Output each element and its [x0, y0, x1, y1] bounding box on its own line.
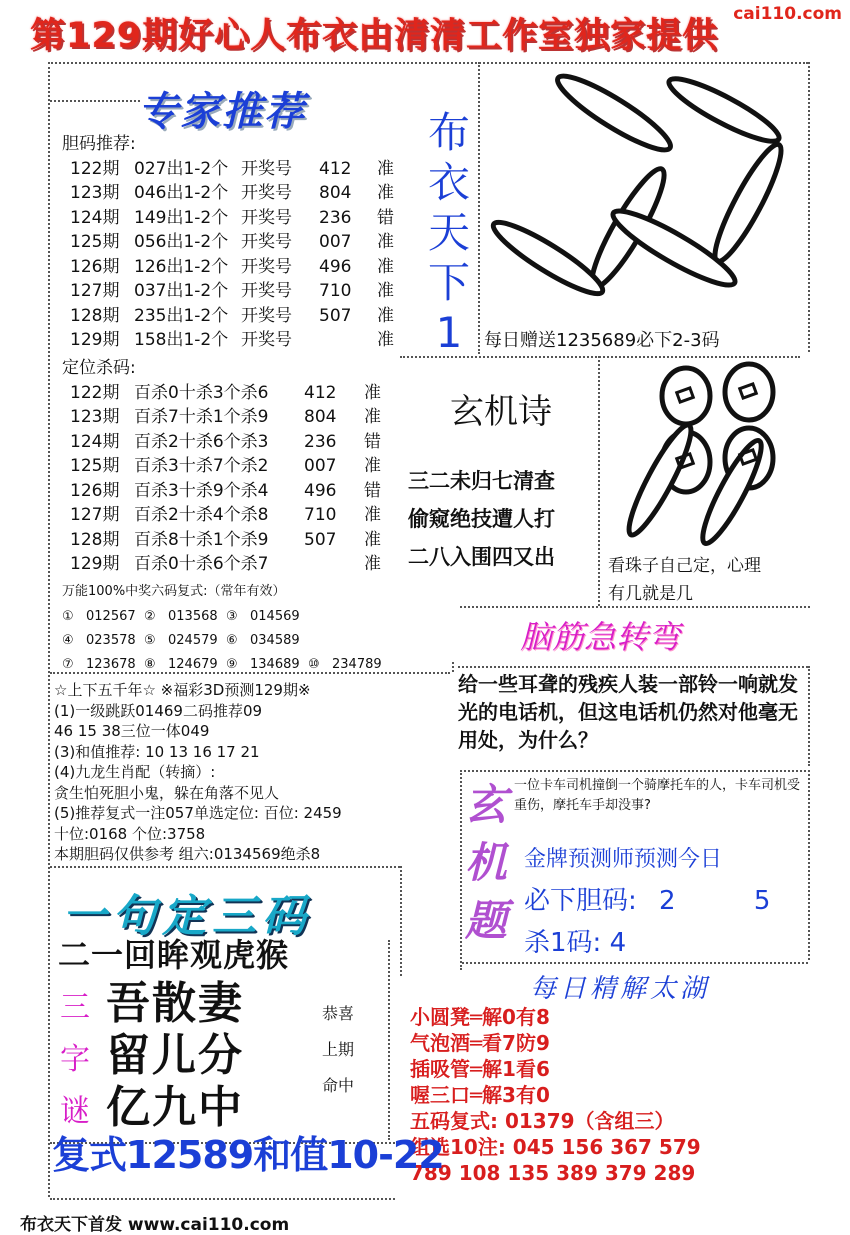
xuanji-char: 机	[464, 838, 507, 887]
kill-cell: 准	[364, 382, 381, 403]
kill-row	[70, 405, 381, 430]
kill-cell: 错	[364, 431, 381, 452]
divider	[400, 866, 402, 976]
dan-cell: 007	[319, 232, 352, 252]
kill-label: 定位杀码:	[62, 358, 136, 378]
kill-row	[70, 430, 381, 455]
wanneng-index: ⑩	[308, 657, 320, 672]
beads-note	[608, 552, 761, 608]
sanzi-congrats	[322, 996, 354, 1104]
beans-figure-top	[486, 68, 806, 318]
sanzi-side-char: 谜	[60, 1094, 90, 1129]
kill-cell: 507	[304, 529, 337, 550]
wanneng-index: ⑨	[226, 657, 238, 672]
wanneng-index: ①	[62, 609, 74, 624]
divider	[50, 1198, 395, 1200]
dan-cell: 错	[377, 207, 394, 228]
dan-cell: 准	[377, 256, 394, 277]
dan-cell: 037出1-2个	[134, 281, 229, 301]
gift-text: 每日赠送1235689必下2-3码	[484, 330, 720, 351]
kill-row	[70, 381, 381, 406]
sanzi-side-title	[52, 982, 98, 1138]
wanneng-index: ③	[226, 609, 238, 624]
wanneng-label: 万能100%中奖六码复式:（常年有效）	[62, 584, 286, 599]
divider	[50, 866, 400, 868]
divider	[452, 662, 454, 672]
dan-cell: 127期	[70, 281, 120, 301]
predict-line: (4)九龙生肖配（转摘）:	[54, 763, 216, 781]
kill-cell: 129期	[70, 554, 120, 574]
kill-cell: 百杀0十杀3个杀6	[134, 382, 269, 403]
kill-cell: 百杀8十杀1个杀9	[134, 529, 269, 550]
dan-cell: 开奖号	[241, 281, 292, 301]
taihu-line: 插吸管═解1看6	[410, 1057, 550, 1081]
poem-line: 二八入围四又出	[408, 545, 555, 569]
dan-cell: 准	[377, 232, 394, 252]
predict-line: 贪生怕死胆小鬼，躲在角落不见人	[54, 783, 280, 802]
divider	[388, 940, 390, 1140]
wanneng-index: ⑧	[144, 657, 156, 672]
predict-line: 本期胆码仅供参考 组六:0134569绝杀8	[54, 845, 321, 863]
bead-shape	[662, 368, 710, 424]
kill-cell: 122期	[70, 382, 120, 403]
dan-cell: 准	[377, 158, 394, 179]
dan-cell: 236	[319, 207, 352, 228]
dan-cell: 027出1-2个	[134, 158, 229, 179]
brain-heading: 脑筋急转弯	[520, 618, 681, 656]
kill-cell: 错	[364, 480, 381, 501]
sanzi-side-char: 三	[60, 990, 90, 1025]
divider	[808, 770, 810, 960]
divider	[478, 62, 480, 354]
congrats-line: 命中	[322, 1076, 355, 1095]
xuanji-question: 一位卡车司机撞倒一个骑摩托车的人，卡车司机受重伤，摩托车手却没事?	[514, 778, 801, 813]
bean-shape	[487, 213, 609, 303]
kill-cell: 496	[304, 480, 337, 501]
kill-table	[70, 381, 381, 577]
wanneng-code: 012567	[86, 609, 136, 624]
dan-predict-label: 必下胆码:	[524, 886, 637, 916]
xuanji-vertical-title	[458, 776, 514, 950]
kill-row	[70, 552, 381, 577]
dan-cell: 开奖号	[241, 305, 292, 326]
taihu-line: 五码复式: 01379（含组三）	[410, 1109, 675, 1133]
dan-label: 胆码推荐:	[62, 134, 136, 154]
kill-cell: 125期	[70, 456, 120, 476]
wanneng-index: ⑤	[144, 633, 156, 648]
kill-cell: 710	[304, 505, 337, 525]
kill-cell: 准	[364, 407, 381, 427]
dan-cell: 412	[319, 158, 352, 179]
expert-heading: 专家推荐	[138, 89, 306, 135]
wanneng-item	[226, 605, 308, 629]
bean-shape	[706, 139, 791, 268]
wanneng-index: ④	[62, 633, 74, 648]
wanneng-item	[308, 653, 390, 677]
poem-line: 三二未归七清查	[408, 469, 555, 493]
footer-text: 布衣天下首发 www.cai110.com	[20, 1215, 290, 1235]
buyi-char: 衣	[427, 158, 470, 207]
wanneng-code: 124679	[168, 657, 218, 672]
divider	[460, 770, 810, 772]
dan-cell: 开奖号	[241, 330, 292, 350]
wanneng-grid	[62, 605, 390, 677]
kill-cell: 412	[304, 382, 337, 403]
dan-cell: 开奖号	[241, 158, 292, 179]
wanneng-row	[62, 605, 390, 629]
dan-row	[70, 206, 394, 231]
divider	[808, 666, 810, 766]
dan-cell: 准	[377, 281, 394, 301]
kill-cell: 准	[364, 554, 381, 574]
divider	[598, 356, 600, 606]
wanneng-item	[62, 629, 144, 653]
taihu-lines	[410, 1004, 701, 1186]
dan-cell: 开奖号	[241, 183, 292, 203]
kill-cell: 123期	[70, 407, 120, 427]
wanneng-item	[144, 653, 226, 677]
kill-section	[62, 356, 381, 577]
kill-cell: 百杀7十杀1个杀9	[134, 407, 269, 427]
xuanji-char: 题	[464, 896, 507, 945]
bead-shape	[725, 364, 773, 420]
kill-cell: 124期	[70, 431, 120, 452]
wanneng-code: 034589	[250, 633, 300, 648]
kill-cell: 百杀2十杀6个杀3	[134, 431, 269, 452]
dan-cell: 046出1-2个	[134, 183, 229, 203]
site-watermark: cai110.com	[733, 4, 842, 24]
kill-row	[70, 454, 381, 479]
dan-cell: 149出1-2个	[134, 207, 229, 228]
dan-row	[70, 304, 394, 329]
predict-line: ☆上下五千年☆ ※福彩3D预测129期※	[54, 681, 311, 699]
kill-cell: 准	[364, 529, 381, 550]
dan-cell: 129期	[70, 330, 120, 350]
taihu-line: 气泡酒═看7防9	[410, 1031, 550, 1055]
dan-row	[70, 279, 394, 304]
wanneng-code: 014569	[250, 609, 300, 624]
sanzi-line: 留儿分	[106, 1030, 244, 1081]
sanzi-line: 吾散妻	[106, 978, 244, 1029]
buyi-char: 1	[435, 308, 463, 357]
kill-cell: 007	[304, 456, 337, 476]
divider	[462, 962, 808, 964]
dan-row	[70, 328, 394, 353]
wanneng-code: 134689	[250, 657, 300, 672]
dan-table	[70, 157, 394, 353]
dan-cell: 235出1-2个	[134, 305, 229, 326]
dan-cell: 124期	[70, 207, 120, 228]
wanneng-row	[62, 653, 390, 677]
sanzi-lines	[106, 978, 244, 1134]
wanneng-row	[62, 629, 390, 653]
dan-cell: 507	[319, 305, 352, 326]
taihu-heading: 每日精解太湖	[530, 974, 711, 1004]
sanma-phrase: 二一回眸观虎猴	[58, 936, 290, 974]
dan-cell: 710	[319, 281, 352, 301]
dan-section	[62, 132, 394, 353]
beans-figure-bottom	[604, 358, 804, 548]
divider	[48, 62, 50, 1197]
kill-row	[70, 479, 381, 504]
dan-predict	[524, 880, 770, 917]
poem-title: 玄机诗	[450, 392, 552, 432]
taihu-line: 组选10注: 045 156 367 579	[410, 1135, 701, 1159]
congrats-line: 恭喜	[322, 1004, 355, 1023]
dan-cell: 126期	[70, 256, 120, 277]
wanneng-section	[62, 580, 390, 677]
dan-cell: 056出1-2个	[134, 232, 229, 252]
fushi-text: 复式12589和值10-22	[52, 1133, 444, 1177]
wanneng-code: 013568	[168, 609, 218, 624]
dan-cell	[319, 328, 377, 353]
kill-cell: 127期	[70, 505, 120, 525]
bean-shape	[551, 68, 678, 160]
wanneng-code: 023578	[86, 633, 136, 648]
beads-note-line: 有几就是几	[608, 584, 693, 604]
congrats-line: 上期	[322, 1040, 355, 1059]
taihu-line: 789 108 135 389 379 289	[410, 1161, 696, 1185]
dan-cell: 准	[377, 183, 394, 203]
wanneng-index: ⑥	[226, 633, 238, 648]
dan-predict-a: 2	[659, 886, 676, 916]
buyi-char: 下	[427, 258, 470, 307]
kill-cell: 百杀0十杀6个杀7	[134, 554, 269, 574]
sanzi-side-char: 字	[60, 1042, 90, 1077]
kill-cell: 百杀3十杀9个杀4	[134, 480, 269, 501]
dan-cell: 158出1-2个	[134, 330, 229, 350]
dan-cell: 开奖号	[241, 232, 292, 252]
wanneng-item	[144, 605, 226, 629]
dan-cell: 开奖号	[241, 256, 292, 277]
wanneng-index: ②	[144, 609, 156, 624]
sanma-heading: 一句定三码	[62, 891, 312, 942]
beads-note-line: 看珠子自己定，心理	[608, 556, 761, 576]
predict-line: 46 15 38三位一体049	[54, 722, 210, 740]
dan-cell: 准	[377, 330, 394, 350]
buyi-char: 天	[427, 208, 470, 257]
wanneng-item	[144, 629, 226, 653]
divider	[808, 62, 810, 352]
wanneng-item	[62, 653, 144, 677]
wanneng-item	[226, 653, 308, 677]
kill-cell: 准	[364, 456, 381, 476]
dan-row	[70, 255, 394, 280]
kill-cell: 126期	[70, 480, 120, 501]
dan-predict-b: 5	[753, 886, 771, 916]
wanneng-code: 234789	[332, 657, 382, 672]
kill-cell: 804	[304, 407, 337, 427]
dan-cell: 804	[319, 183, 352, 203]
taihu-line: 小圆凳═解0有8	[410, 1005, 550, 1029]
divider	[48, 62, 808, 64]
wanneng-code: 024579	[168, 633, 218, 648]
brain-question: 给一些耳聋的残疾人装一部铃一响就发光的电话机，但这电话机仍然对他毫无用处，为什么？	[458, 672, 798, 752]
wanneng-index: ⑦	[62, 657, 74, 672]
kill-cell: 236	[304, 431, 337, 452]
kill-cell: 百杀3十杀7个杀2	[134, 456, 269, 476]
page-title: 第129期好心人布衣由清清工作室独家提供	[30, 16, 719, 56]
kill-predict: 杀1码: 4	[524, 928, 627, 958]
kill-cell: 128期	[70, 529, 120, 550]
predict-line: 十位:0168 个位:3758	[54, 824, 206, 843]
bean-shape	[663, 69, 785, 150]
dan-cell: 125期	[70, 232, 120, 252]
dan-row	[70, 230, 394, 255]
kill-row	[70, 503, 381, 528]
buyi-vertical-title	[420, 108, 478, 358]
dan-cell: 开奖号	[241, 207, 292, 228]
wanneng-item	[226, 629, 308, 653]
kill-cell: 百杀2十杀4个杀8	[134, 505, 269, 525]
sanzi-line: 亿九中	[106, 1082, 244, 1133]
wanneng-code: 123678	[86, 657, 136, 672]
predict-line: (3)和值推荐: 10 13 16 17 21	[54, 742, 260, 761]
wanneng-item	[62, 605, 144, 629]
predict-line: (5)推荐复式一注057单选定位: 百位: 2459	[54, 804, 342, 822]
dan-cell: 128期	[70, 305, 120, 326]
kill-cell	[304, 552, 364, 577]
kill-row	[70, 528, 381, 553]
dan-row	[70, 157, 394, 182]
buyi-char: 布	[427, 108, 470, 157]
divider	[50, 100, 140, 102]
dan-cell: 123期	[70, 183, 120, 203]
gold-title: 金牌预测师预测今日	[524, 847, 723, 872]
dan-cell: 126出1-2个	[134, 256, 229, 277]
taihu-line: 喔三口═解3有0	[410, 1083, 550, 1107]
predict-line: (1)一级跳跃01469二码推荐09	[54, 701, 263, 720]
kill-cell: 准	[364, 505, 381, 525]
xuanji-char: 玄	[464, 780, 507, 829]
poem-line: 偷窥绝技遭人打	[408, 507, 555, 531]
dan-cell: 122期	[70, 158, 120, 179]
poem-lines	[408, 462, 555, 576]
dan-cell: 496	[319, 256, 352, 277]
divider	[458, 666, 808, 668]
dan-row	[70, 181, 394, 206]
dan-cell: 准	[377, 305, 394, 326]
predict-lines	[54, 680, 342, 865]
